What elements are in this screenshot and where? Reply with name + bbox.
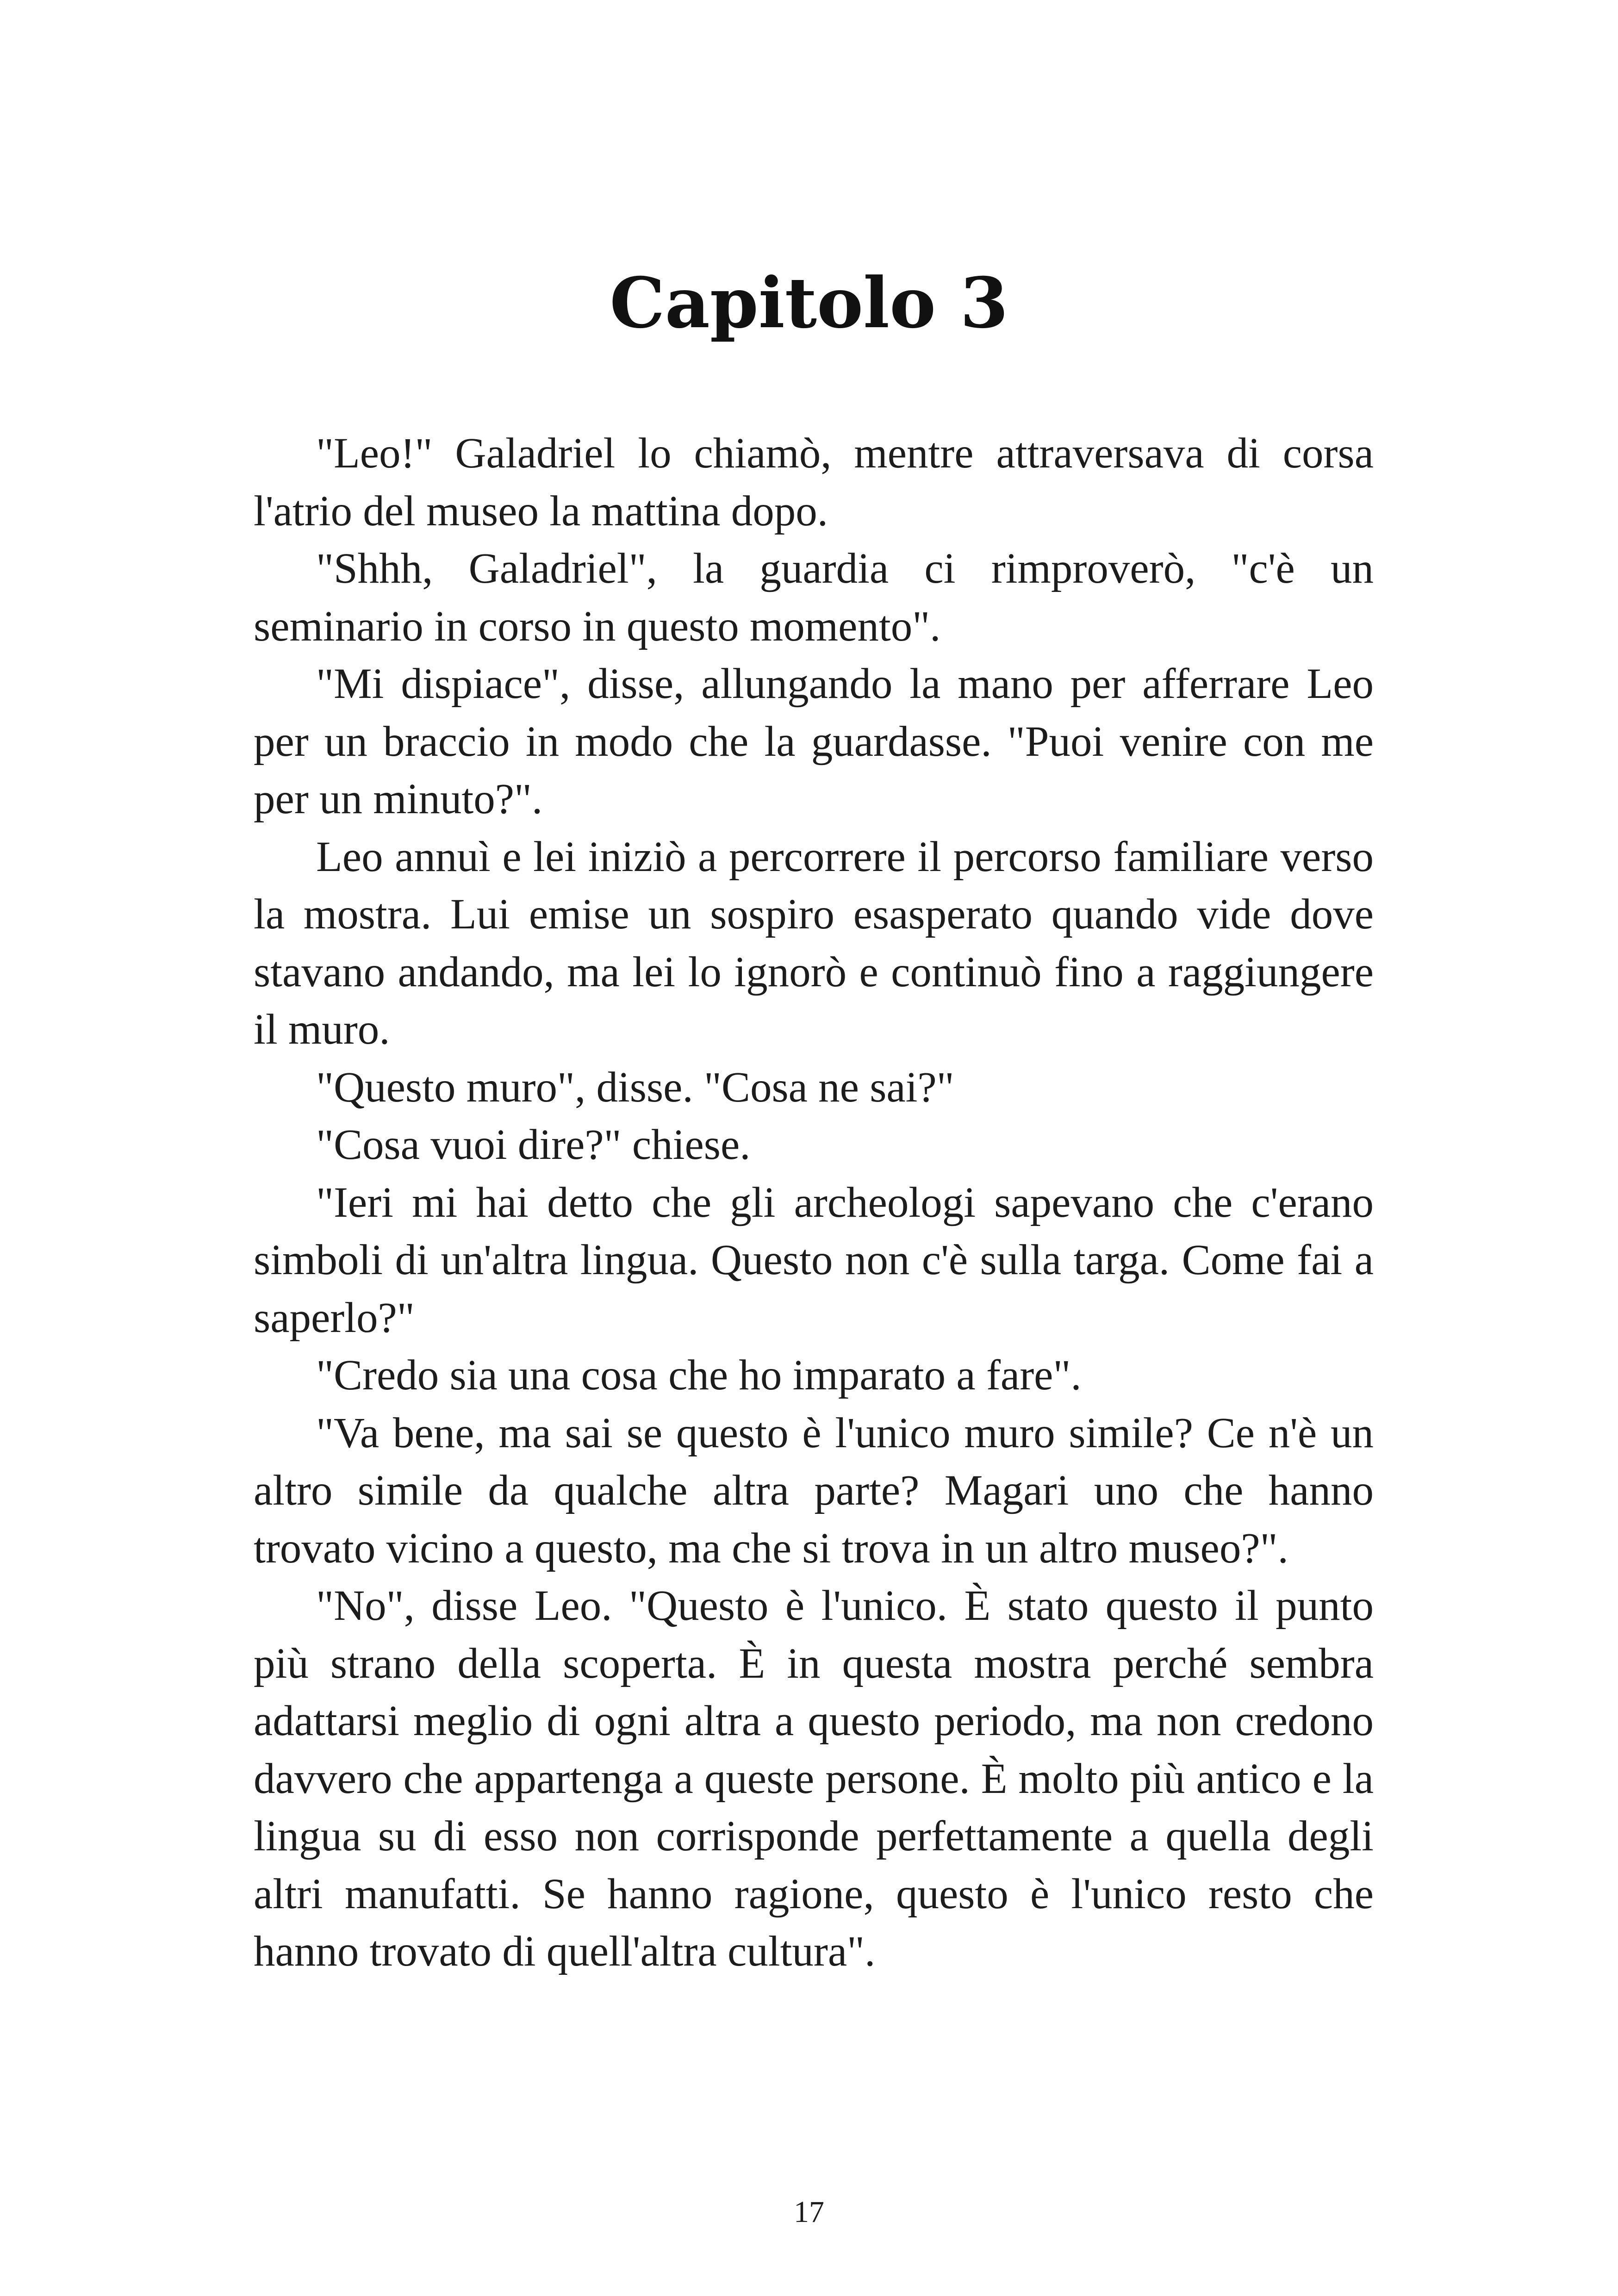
paragraph: "Shhh, Galadriel", la guardia ci rimproverò, "c'è un seminario in corso in questo momento".: [254, 545, 1374, 650]
paragraph: "Cosa vuoi dire?" chiese.: [316, 1121, 751, 1169]
chapter-body: [254, 425, 1374, 1981]
page-number: 17: [794, 2195, 824, 2229]
paragraph: "Ieri mi hai detto che gli archeologi sapevano che c'erano simboli di un'altra lingua. Questo non c'è sulla targa. Come fai a saperlo?": [254, 1178, 1374, 1342]
paragraph: "Credo sia una cosa che ho imparato a fare".: [316, 1351, 1082, 1399]
paragraph: "Va bene, ma sai se questo è l'unico muro simile? Ce n'è un altro simile da qualche altra parte? Magari uno che hanno trovato vicino a questo, ma che si trova in un altro museo?".: [254, 1409, 1374, 1572]
paragraph: "Questo muro", disse. "Cosa ne sai?": [316, 1063, 954, 1111]
paragraph: "Leo!" Galadriel lo chiamò, mentre attraversava di corsa l'atrio del museo la mattina dopo.: [254, 429, 1374, 535]
paragraph: Leo annuì e lei iniziò a percorrere il percorso familiare verso la mostra. Lui emise un sospiro esasperato quando vide dove stavano andando, ma lei lo ignorò e continuò fino a raggiungere il muro.: [254, 833, 1374, 1053]
chapter-title: Capitolo 3: [610, 262, 1008, 344]
paragraph: "Mi dispiace", disse, allungando la mano per afferrare Leo per un braccio in modo che la guardasse. "Puoi venire con me per un minuto?".: [254, 660, 1374, 823]
paragraph: "No", disse Leo. "Questo è l'unico. È stato questo il punto più strano della scoperta. È in questa mostra perché sembra adattarsi meglio di ogni altra a questo periodo, ma non credono davvero che appartenga a queste persone. È molto più antico e la lingua su di esso non corrisponde perfettamente a quella degli altri manufatti. Se hanno ragione, questo è l'unico resto che hanno trovato di quell'altra cultura".: [254, 1582, 1374, 1975]
